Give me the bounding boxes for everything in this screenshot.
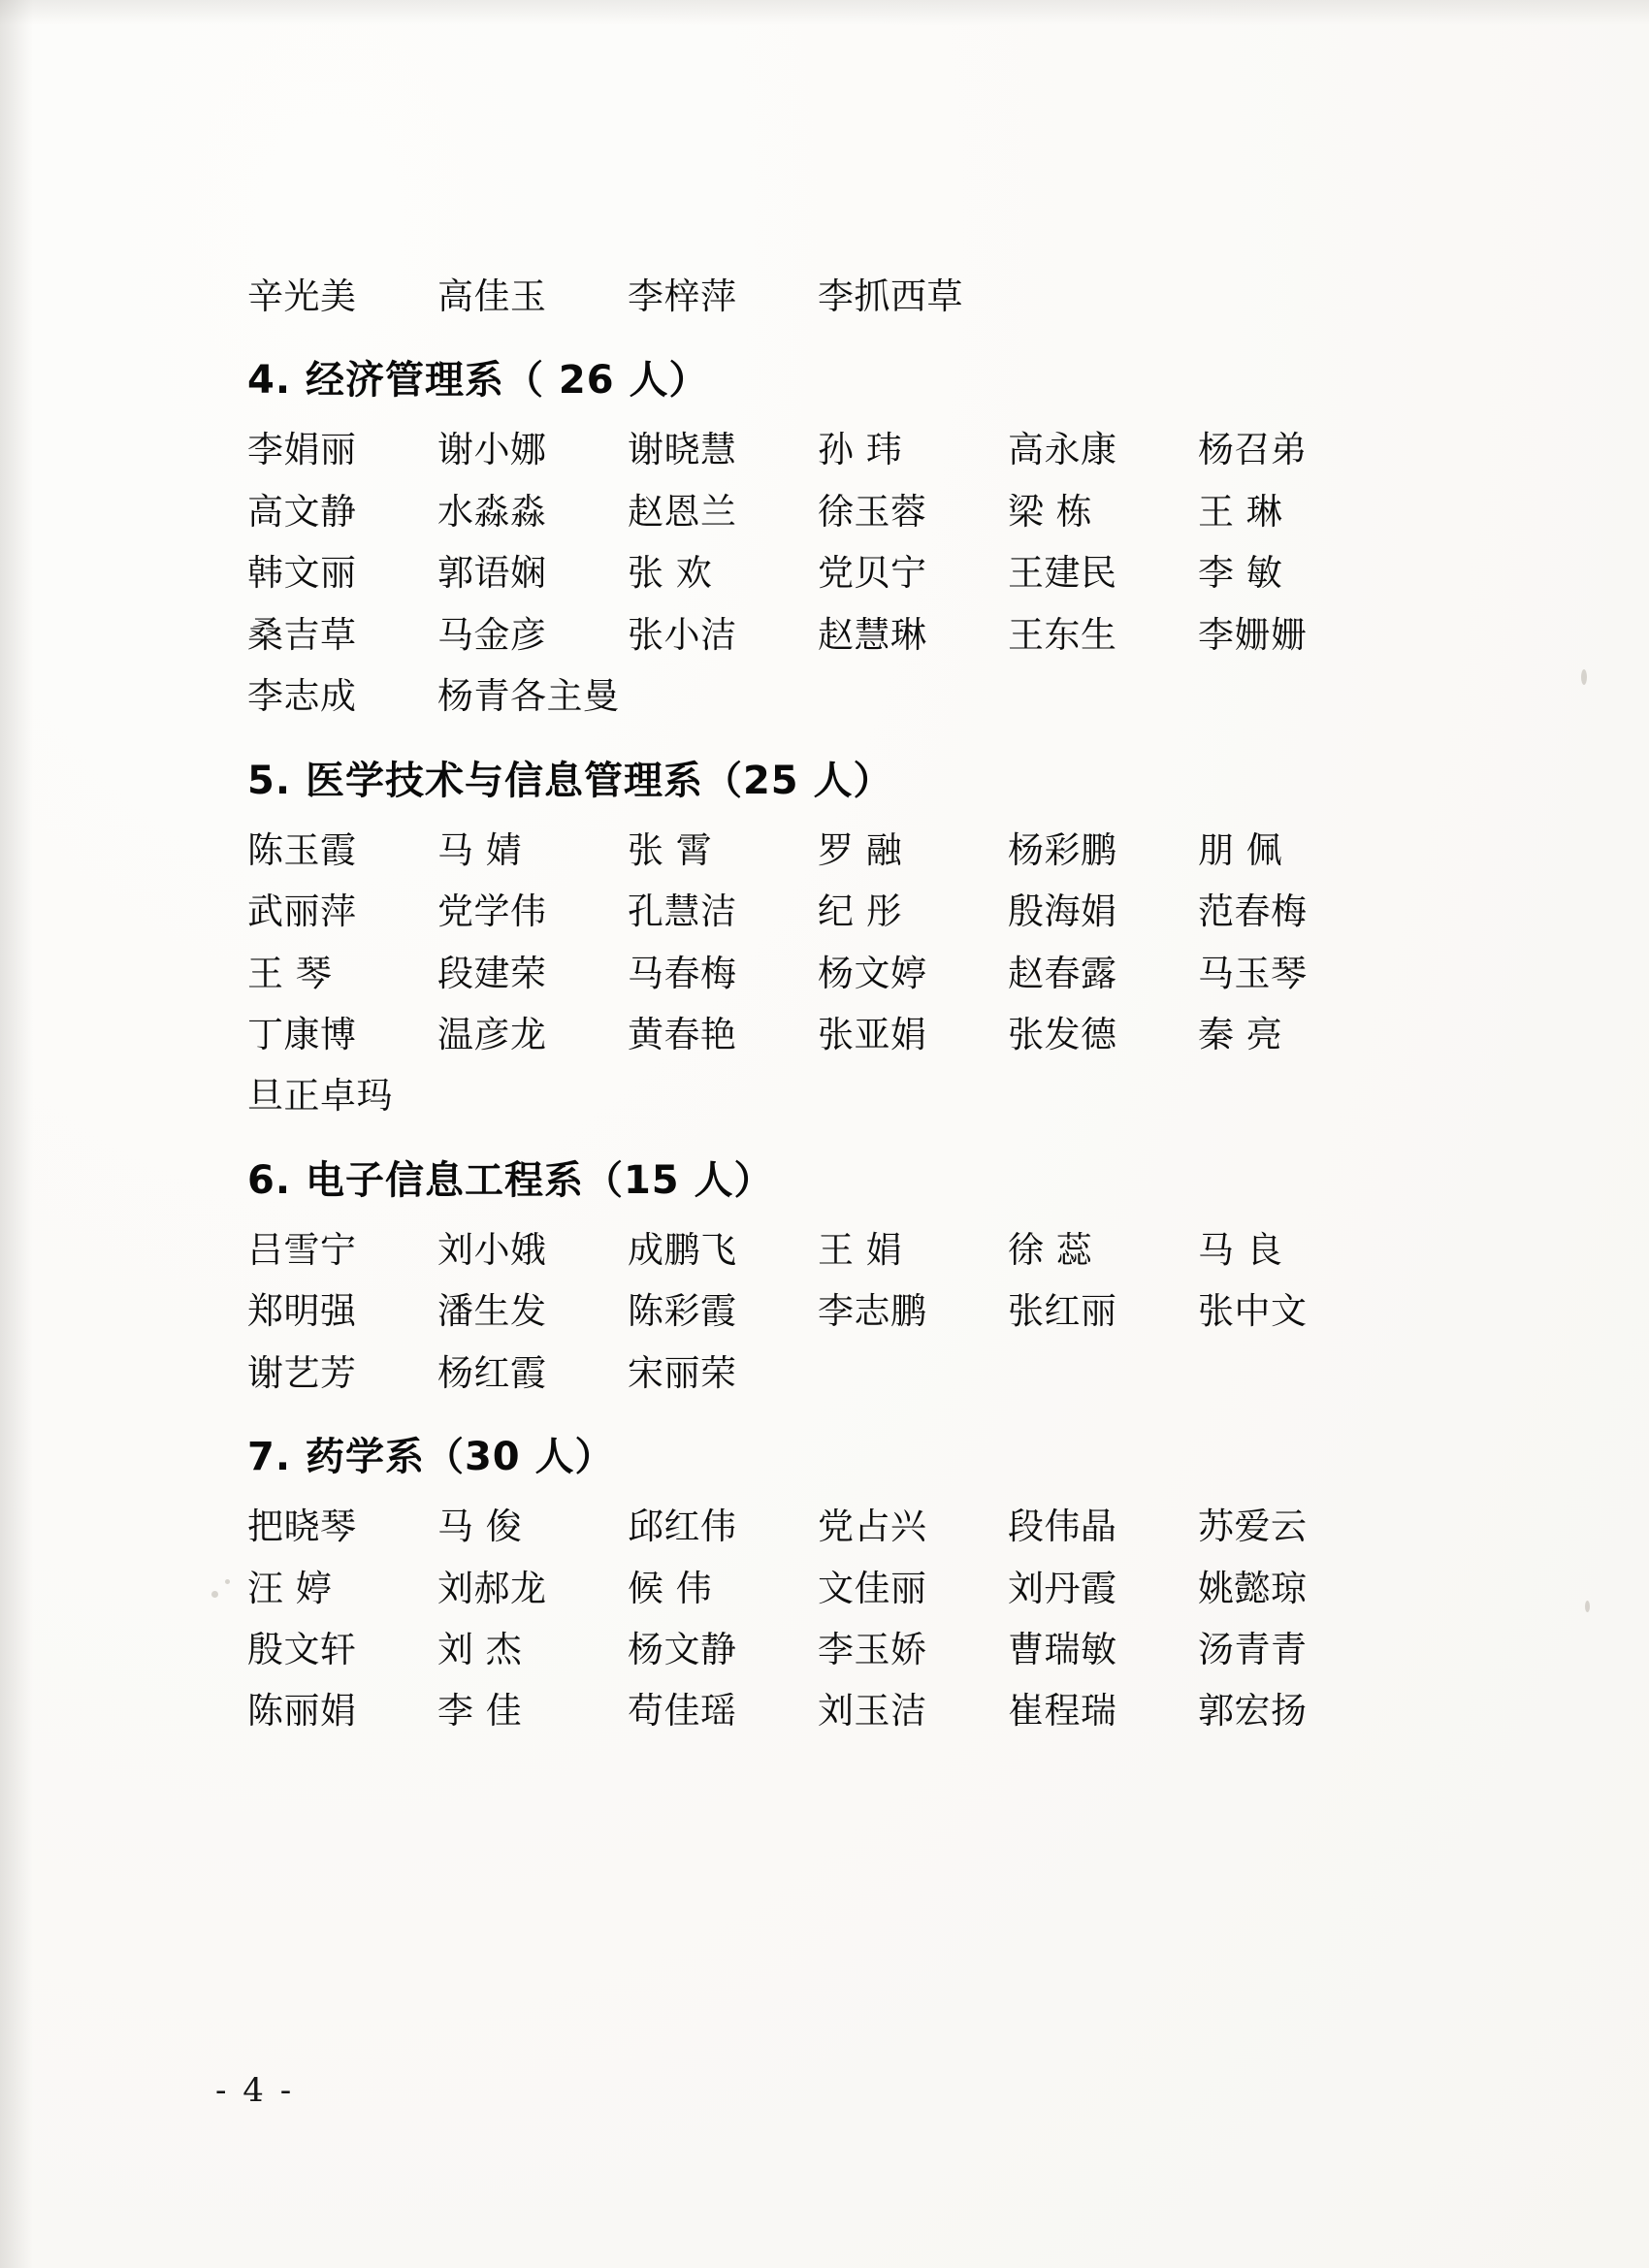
name-cell: 谢艺芳 [247,1351,357,1394]
name-cell: 赵恩兰 [628,490,737,533]
name-cell: 杨文静 [628,1629,737,1670]
name-cell: 李 敏 [1198,552,1283,595]
name-cell: 汪 婷 [247,1567,333,1609]
name-cell: 陈丽娟 [247,1690,357,1733]
name-cell: 党学伟 [437,891,547,933]
name-row [247,830,1377,870]
name-cell: 孔慧洁 [628,891,737,933]
name-cell: 马玉琴 [1198,952,1308,994]
name-cell: 张 霄 [628,828,713,871]
name-cell: 杨红霞 [437,1351,547,1394]
name-cell: 曹瑞敏 [1008,1629,1117,1670]
page-edge-shadow-top [0,0,1649,25]
name-cell: 李 佳 [437,1690,523,1733]
name-cell: 刘玉洁 [818,1690,927,1733]
name-cell: 李志成 [247,675,357,718]
name-cell: 丁康博 [247,1013,357,1055]
name-row [247,615,1377,655]
name-cell: 李玉娇 [818,1629,927,1670]
name-cell: 旦正卓玛 [247,1075,393,1118]
name-cell: 谢晓慧 [628,429,737,471]
name-cell: 刘丹霞 [1008,1567,1117,1609]
name-cell: 姚懿琼 [1198,1567,1308,1609]
name-row [247,891,1377,931]
name-cell: 吕雪宁 [247,1228,357,1271]
name-row [247,553,1377,593]
name-cell: 张亚娟 [818,1013,927,1055]
name-cell: 纪 彤 [818,891,903,933]
name-cell: 候 伟 [628,1567,713,1609]
name-cell: 苟佳瑶 [628,1690,737,1733]
name-cell: 苏爱云 [1198,1506,1308,1548]
name-row [247,1230,1377,1270]
name-row [247,1569,1377,1608]
name-cell: 韩文丽 [247,552,357,595]
page-number: - 4 - [215,2071,295,2110]
scan-speck [211,1591,218,1598]
name-cell: 辛光美 [247,275,357,317]
name-cell: 马金彦 [437,613,547,656]
name-cell: 党贝宁 [818,552,927,595]
name-cell: 刘小娥 [437,1228,547,1271]
name-cell: 赵慧琳 [818,613,927,656]
page-edge-shadow-left [0,0,33,2268]
name-cell: 杨彩鹏 [1008,828,1117,871]
name-cell: 杨召弟 [1198,429,1308,471]
name-cell: 梁 栋 [1008,490,1093,533]
name-cell: 朋 佩 [1198,828,1283,871]
name-row [247,1507,1377,1546]
name-cell: 李姗姗 [1198,613,1308,656]
name-cell: 张发德 [1008,1013,1117,1055]
name-cell: 杨文婷 [818,952,927,994]
name-cell: 殷文轩 [247,1629,357,1670]
name-cell: 李抓西草 [818,275,963,317]
name-cell: 范春梅 [1198,891,1308,933]
name-cell: 桑吉草 [247,613,357,656]
name-cell: 宋丽荣 [628,1351,737,1394]
name-cell: 马 俊 [437,1506,523,1548]
name-cell: 谢小娜 [437,429,547,471]
name-cell: 张小洁 [628,613,737,656]
name-cell: 王建民 [1008,552,1117,595]
name-cell: 温彦龙 [437,1013,547,1055]
name-cell: 文佳丽 [818,1567,927,1609]
name-row [247,492,1377,532]
name-cell: 刘郝龙 [437,1567,547,1609]
name-row [247,1076,1377,1116]
name-cell: 段伟晶 [1008,1506,1117,1548]
name-cell: 刘 杰 [437,1629,523,1670]
scan-speck [1585,1601,1590,1612]
name-cell: 李梓萍 [628,275,737,317]
section-heading: 4. 经济管理系（ 26 人） [247,358,709,404]
name-cell: 潘生发 [437,1290,547,1333]
name-cell: 武丽萍 [247,891,357,933]
name-row [247,1630,1377,1669]
name-cell: 郭语娴 [437,552,547,595]
name-cell: 高永康 [1008,429,1117,471]
name-cell: 邱红伟 [628,1506,737,1548]
name-cell: 马 良 [1198,1228,1283,1271]
name-cell: 郭宏扬 [1198,1690,1308,1733]
name-cell: 赵春露 [1008,952,1117,994]
name-cell: 张中文 [1198,1290,1308,1333]
name-cell: 殷海娟 [1008,891,1117,933]
scan-speck [1581,669,1587,685]
section-heading: 7. 药学系（30 人） [247,1435,615,1480]
name-cell: 高文静 [247,490,357,533]
name-cell: 王 娟 [818,1228,903,1271]
name-cell: 罗 融 [818,828,903,871]
name-cell: 徐玉蓉 [818,490,927,533]
name-cell: 王东生 [1008,613,1117,656]
name-cell: 杨青各主曼 [437,675,620,718]
name-cell: 徐 蕊 [1008,1228,1093,1271]
name-cell: 水淼淼 [437,490,547,533]
name-row [247,276,1377,316]
name-cell: 汤青青 [1198,1629,1308,1670]
name-cell: 崔程瑞 [1008,1690,1117,1733]
name-row [247,676,1377,716]
name-cell: 段建荣 [437,952,547,994]
name-cell: 黄春艳 [628,1013,737,1055]
name-row [247,954,1377,993]
name-cell: 党占兴 [818,1506,927,1548]
name-cell: 张红丽 [1008,1290,1117,1333]
name-cell: 高佳玉 [437,275,547,317]
name-cell: 成鹏飞 [628,1228,737,1271]
name-cell: 李娟丽 [247,429,357,471]
section-heading: 6. 电子信息工程系（15 人） [247,1157,774,1203]
name-cell: 马春梅 [628,952,737,994]
name-cell: 秦 亮 [1198,1013,1283,1055]
name-cell: 陈彩霞 [628,1290,737,1333]
name-cell: 郑明强 [247,1290,357,1333]
name-row [247,1291,1377,1331]
name-row [247,430,1377,470]
document-body [247,276,1377,1753]
name-cell: 王 琴 [247,952,333,994]
name-cell: 陈玉霞 [247,828,357,871]
name-row [247,1353,1377,1393]
scan-speck [225,1579,230,1584]
name-cell: 张 欢 [628,552,713,595]
name-cell: 李志鹏 [818,1290,927,1333]
name-cell: 孙 玮 [818,429,903,471]
name-cell: 马 婧 [437,828,523,871]
name-cell: 王 琳 [1198,490,1283,533]
name-cell: 把晓琴 [247,1506,357,1548]
section-heading: 5. 医学技术与信息管理系（25 人） [247,758,893,803]
name-row [247,1691,1377,1731]
name-row [247,1015,1377,1054]
